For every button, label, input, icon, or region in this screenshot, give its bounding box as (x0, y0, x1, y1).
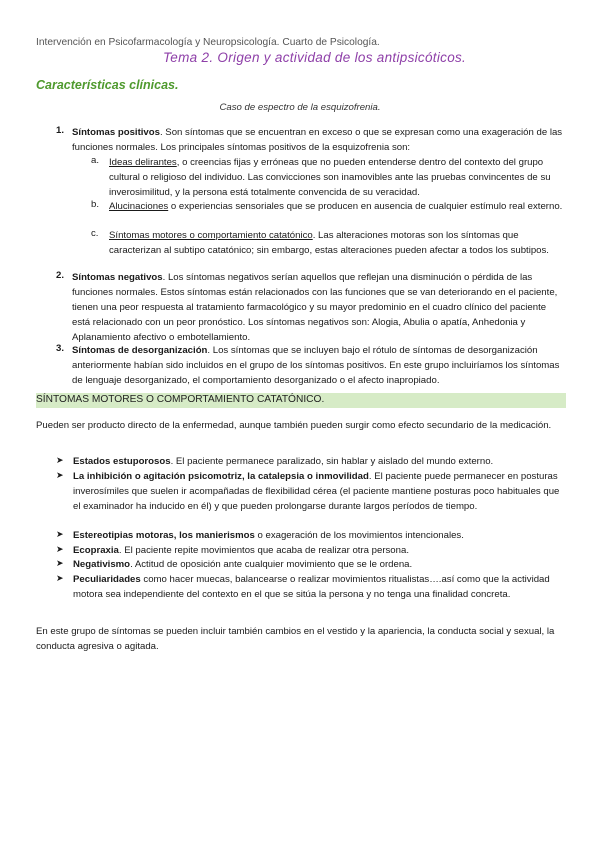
arrow-bullet-icon: ➤ (56, 470, 64, 480)
sub-item-hallucinations (109, 199, 565, 214)
section-bar (36, 393, 566, 408)
bullet-label: Ecopraxia (73, 545, 119, 556)
arrow-bullet-icon: ➤ (56, 544, 64, 554)
bullet-label: La inhibición o agitación psicomotriz, la catalepsia o inmovilidad (73, 471, 369, 482)
arrow-bullet-icon: ➤ (56, 455, 64, 465)
bullet-label: Negativismo (73, 559, 131, 570)
numbered-item-disorganization (72, 343, 566, 388)
item-label: Síntomas positivos (72, 127, 160, 138)
list-number: 1. (56, 125, 65, 136)
bullet-text: . El paciente repite movimientos que acaba de realizar otra persona. (118, 545, 409, 556)
sub-item-text: . Las alteraciones motoras son los síntomas que caracterizan al subtipo catatónico; sin embargo, estas alteraciones pueden afectar a todos los subtipos. (109, 230, 549, 256)
sub-letter: b. (91, 199, 100, 210)
sub-letter: c. (91, 228, 99, 239)
item-text: . Los síntomas que se incluyen bajo el rótulo de síntomas de desorganización anteriormente habían sido incluidos en el grupo de los síntomas positivos. En este grupo incluiríamos los síntomas de lenguaje desorganizado, el comportamiento desorganizado o el afecto inapropiado. (72, 345, 560, 386)
sub-item-label: Ideas delirantes (109, 157, 177, 168)
clinical-heading: Características clínicas. (36, 78, 179, 92)
sub-letter: a. (91, 155, 100, 166)
intro-paragraph: Pueden ser producto directo de la enfermedad, aunque también pueden surgir como efecto secundario de la medicación. (36, 420, 552, 431)
bullet-item (73, 469, 565, 514)
bullet-label: Estados estuporosos (73, 456, 171, 467)
bullet-item (73, 572, 565, 602)
arrow-bullet-icon: ➤ (56, 558, 64, 568)
sub-item-text: , o creencias fijas y erróneas que no pueden entenderse dentro del contexto del grupo cultural o religioso del individuo. Las convicciones son inamovibles ante las pruebas convincentes de su inverosimilitud, y la persona está totalmente convencida de su veracidad. (109, 157, 551, 198)
item-label: Síntomas negativos (72, 272, 163, 283)
bullet-text: . El paciente permanece paralizado, sin hablar y aislado del mundo externo. (170, 456, 494, 467)
list-number: 3. (56, 343, 65, 354)
sub-item-text: o experiencias sensoriales que se producen en ausencia de cualquier estímulo real externo. (168, 201, 563, 212)
closing-paragraph: En este grupo de síntomas se pueden incluir también cambios en el vestido y la apariencia, la conducta social y sexual, la conducta agresiva o agitada. (36, 626, 555, 652)
bullet-text: como hacer muecas, balancearse o realizar movimientos ritualistas….así como que la actividad motora sea independiente del contexto en el que se sitúa la persona y no tenga una finalidad concreta. (73, 574, 550, 600)
numbered-item-positive (72, 125, 564, 155)
arrow-bullet-icon: ➤ (56, 529, 64, 539)
bullet-text: o exageración de los movimientos intencionales. (254, 530, 464, 541)
course-header: Intervención en Psicofarmacología y Neuropsicología. Cuarto de Psicología. (36, 37, 380, 48)
case-subtitle: Caso de espectro de la esquizofrenia. (219, 102, 381, 113)
bullet-label: Peculiaridades (73, 574, 141, 585)
numbered-item-negative (72, 270, 566, 345)
section-bar-title: SÍNTOMAS MOTORES O COMPORTAMIENTO CATATÓNICO. (36, 394, 325, 405)
topic-title: Tema 2. Origen y actividad de los antipsicóticos. (163, 50, 467, 65)
sub-item-label: Alucinaciones (109, 201, 169, 212)
bullet-item (73, 454, 565, 469)
item-text: . Son síntomas que se encuentran en exceso o que se expresan como una exageración de las funciones normales. Los principales síntomas positivos de la esquizofrenia son: (72, 127, 563, 153)
arrow-bullet-icon: ➤ (56, 573, 64, 583)
bullet-item (73, 528, 565, 543)
bullet-text: . El paciente puede permanecer en posturas inverosímiles que suelen ir acompañadas de flexibilidad cérea (el paciente mantiene posturas poco habituales que el examinador ha inducido en él) y que pueden prolongarse durante largos períodos de tiempo. (73, 471, 560, 512)
sub-item-delusions (109, 155, 565, 200)
bullet-item (73, 557, 565, 572)
item-label: Síntomas de desorganización (72, 345, 208, 356)
bullet-text: . Actitud de oposición ante cualquier movimiento que se le ordena. (130, 559, 413, 570)
list-number: 2. (56, 270, 65, 281)
sub-item-catatonic (109, 228, 561, 258)
sub-item-label: Síntomas motores o comportamiento catatónico (109, 230, 313, 241)
bullet-label: Estereotipias motoras, los manierismos (73, 530, 255, 541)
item-text: . Los síntomas negativos serían aquellos que reflejan una disminución o pérdida de las funciones normales. Estos síntomas están relacionados con las funciones que se van deteriorando en el paciente, tienen una peor respuesta al tratamiento farmacológico y su mayor predominio en el cuadro clínico del paciente está relacionado con un peor pronóstico. Los síntomas negativos son: Alogia, Abulia o apatía, Anhedonia y Aplanamiento afectivo o embotellamiento. (72, 272, 558, 343)
bullet-item (73, 543, 565, 558)
